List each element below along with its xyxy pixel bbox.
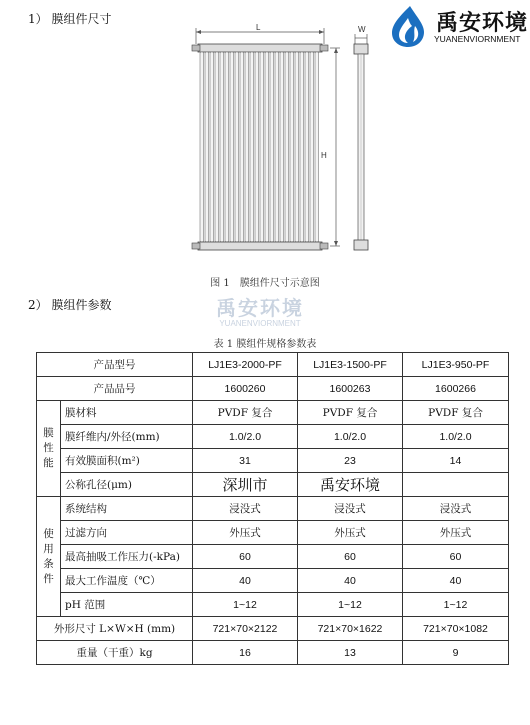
membrane-fiber: [275, 52, 279, 242]
table-header-row: [37, 353, 509, 377]
cell: 60: [298, 545, 403, 569]
cell: 1600266: [403, 377, 509, 401]
cell: 721×70×1082: [403, 617, 509, 641]
membrane-fiber: [285, 52, 289, 242]
membrane-fiber: [220, 52, 224, 242]
row-label: 外形尺寸 L×W×H (mm): [37, 617, 193, 641]
cell: 1600263: [298, 377, 403, 401]
cell: 60: [403, 545, 509, 569]
membrane-fiber: [300, 52, 304, 242]
cell: 40: [298, 569, 403, 593]
cell: 60: [193, 545, 298, 569]
table-row: [37, 521, 509, 545]
membrane-fiber: [255, 52, 259, 242]
membrane-fiber: [215, 52, 219, 242]
model-col-3: LJ1E3-950-PF: [403, 353, 509, 377]
cell: 13: [298, 641, 403, 665]
cell: 721×70×1622: [298, 617, 403, 641]
table-row: [37, 401, 509, 425]
cell: 40: [403, 569, 509, 593]
cell: PVDF 复合: [193, 401, 298, 425]
cell: 1.0/2.0: [298, 425, 403, 449]
model-col-1: LJ1E3-2000-PF: [193, 353, 298, 377]
cell: 1~12: [298, 593, 403, 617]
table-row: [37, 617, 509, 641]
cell: PVDF 复合: [403, 401, 509, 425]
section-title-parameters: 2） 膜组件参数: [28, 298, 112, 312]
section-title-dimensions: 1） 膜组件尺寸: [28, 12, 112, 26]
membrane-fiber: [310, 52, 314, 242]
cell: PVDF 复合: [298, 401, 403, 425]
row-label: 最大工作温度（℃）: [61, 569, 193, 593]
membrane-fiber: [280, 52, 284, 242]
cell: 浸没式: [193, 497, 298, 521]
membrane-fiber: [235, 52, 239, 242]
table-row: [37, 449, 509, 473]
cell: 1~12: [193, 593, 298, 617]
cell: 浸没式: [403, 497, 509, 521]
table-row: [37, 545, 509, 569]
row-label: 产品品号: [37, 377, 193, 401]
cell: 1.0/2.0: [193, 425, 298, 449]
flame-drop-icon: [386, 4, 430, 48]
figure-caption: 图 1 膜组件尺寸示意图: [210, 278, 320, 289]
row-label: 系统结构: [61, 497, 193, 521]
membrane-fiber: [210, 52, 214, 242]
logo-text-en: YUANENVIORNMENT: [434, 34, 521, 44]
row-label: 有效膜面积(m²): [61, 449, 193, 473]
membrane-fiber: [290, 52, 294, 242]
label-l: L: [256, 23, 261, 32]
cell: 1~12: [403, 593, 509, 617]
cell: [403, 473, 509, 497]
membrane-fiber: [205, 52, 209, 242]
group-label-membrane: [37, 401, 61, 497]
group-name-conditions: 使 用 条 件: [43, 527, 54, 585]
membrane-fiber: [200, 52, 204, 242]
membrane-fiber: [240, 52, 244, 242]
group-label-conditions: [37, 497, 61, 617]
group-name-membrane: 膜 性 能: [43, 427, 54, 469]
watermark: [200, 292, 320, 328]
row-label: 重量（干重）kg: [37, 641, 193, 665]
spec-table: [36, 352, 509, 665]
cell: 14: [403, 449, 509, 473]
membrane-fiber: [305, 52, 309, 242]
membrane-fiber: [315, 52, 319, 242]
table-row: [37, 425, 509, 449]
row-label: 膜材料: [61, 401, 193, 425]
table-row: [37, 593, 509, 617]
membrane-fiber: [295, 52, 299, 242]
cell: 外压式: [298, 521, 403, 545]
header-label: 产品型号: [37, 353, 193, 377]
watermark-en: YUANENVIORNMENT: [219, 319, 301, 328]
table-row: [37, 473, 509, 497]
row-label: pH 范围: [61, 593, 193, 617]
cell: 浸没式: [298, 497, 403, 521]
membrane-fiber: [265, 52, 269, 242]
label-w: W: [358, 25, 366, 34]
cell: 721×70×2122: [193, 617, 298, 641]
membrane-fiber: [230, 52, 234, 242]
table-row: [37, 497, 509, 521]
membrane-fiber: [250, 52, 254, 242]
row-label: 最高抽吸工作压力(-kPa): [61, 545, 193, 569]
membrane-fiber: [270, 52, 274, 242]
cell: 31: [193, 449, 298, 473]
model-col-2: LJ1E3-1500-PF: [298, 353, 403, 377]
cell: 深圳市: [193, 473, 298, 497]
table-row: [37, 641, 509, 665]
row-label: 公称孔径(μm): [61, 473, 193, 497]
cell: 1.0/2.0: [403, 425, 509, 449]
cell: 禹安环境: [298, 473, 403, 497]
membrane-fiber: [245, 52, 249, 242]
company-logo: [386, 4, 528, 48]
module-dimension-diagram: [190, 22, 390, 268]
watermark-cn: 禹安环境: [216, 296, 304, 320]
row-label: 膜纤维内/外径(mm): [61, 425, 193, 449]
cell: 外压式: [403, 521, 509, 545]
label-h: H: [321, 151, 327, 160]
table-caption: 表 1 膜组件规格参数表: [213, 339, 317, 350]
row-label: 过滤方向: [61, 521, 193, 545]
cell: 外压式: [193, 521, 298, 545]
table-row: [37, 377, 509, 401]
membrane-fiber: [225, 52, 229, 242]
logo-text-cn: 禹安环境: [436, 11, 529, 36]
cell: 1600260: [193, 377, 298, 401]
membrane-fiber: [260, 52, 264, 242]
cell: 40: [193, 569, 298, 593]
table-row: [37, 569, 509, 593]
cell: 16: [193, 641, 298, 665]
cell: 9: [403, 641, 509, 665]
cell: 23: [298, 449, 403, 473]
